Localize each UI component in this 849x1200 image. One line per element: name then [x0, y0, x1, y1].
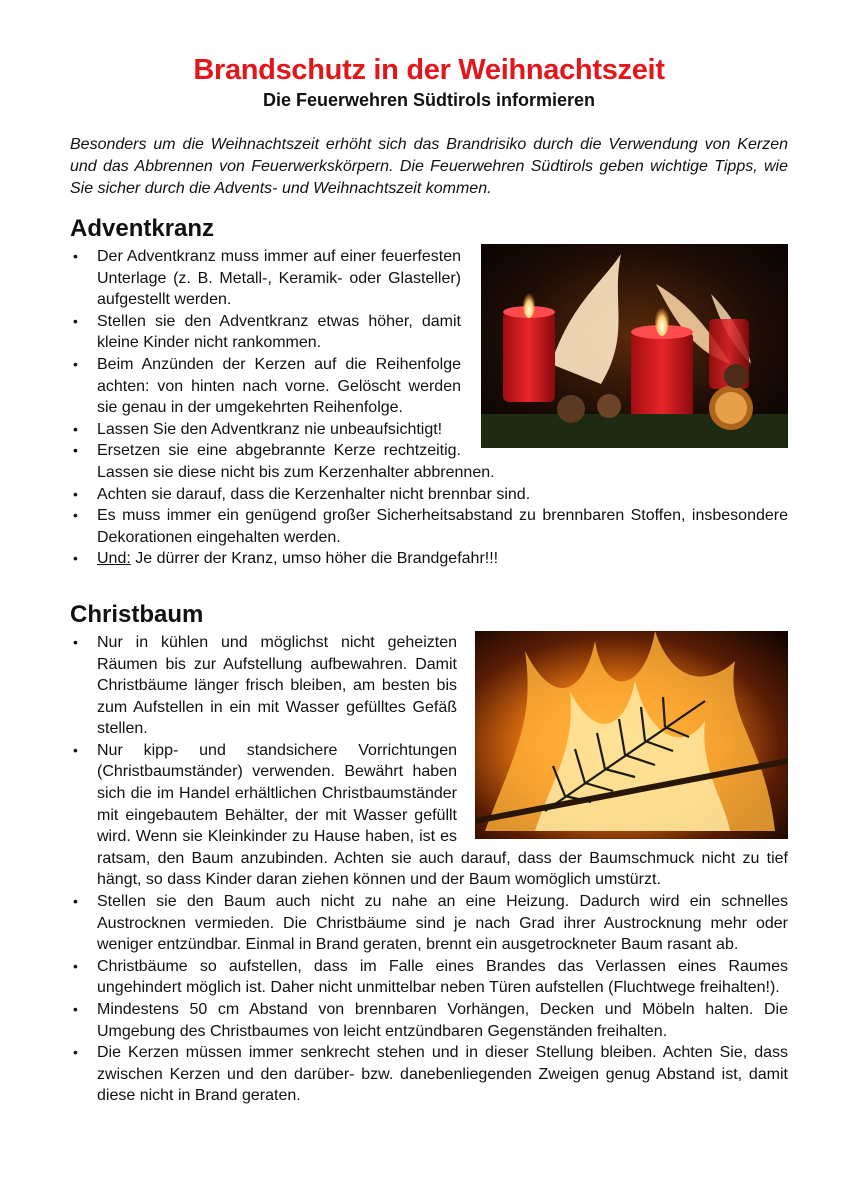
list-adventkranz	[70, 246, 788, 570]
emphasis-prefix: Und:	[97, 550, 131, 568]
list-item: • Stellen sie den Adventkranz etwas höher, damit kleine Kinder nicht rankommen.	[70, 311, 788, 354]
list-item	[70, 548, 788, 570]
document-page	[70, 52, 788, 1107]
list-item: • Beim Anzünden der Kerzen auf die Reihenfolge achten: von hinten nach vorne. Gelöscht werden sie genau in der umgekehrten Reihenfolge.	[70, 354, 788, 419]
list-item: • Ersetzen sie eine abgebrannte Kerze rechtzeitig. Lassen sie diese nicht bis zum Kerzenhalter abbrennen.	[70, 440, 788, 483]
intro-paragraph: Besonders um die Weihnachtszeit erhöht sich das Brandrisiko durch die Verwendung von Kerzen und das Abbrennen von Feuerwerkskörpern. Die Feuerwehren Südtirols geben wichtige Tipps, wie Sie sicher durch die Advents- und Weihnachtszeit kommen.	[70, 136, 788, 197]
list-item: • Lassen Sie den Adventkranz nie unbeaufsichtigt!	[70, 419, 788, 441]
page-subtitle: Die Feuerwehren Südtirols informieren	[262, 90, 596, 110]
list-item: • Achten sie darauf, dass die Kerzenhalter nicht brennbar sind.	[70, 484, 788, 506]
list-item: • Mindestens 50 cm Abstand von brennbaren Vorhängen, Decken und Möbeln halten. Die Umgebung des Christbaumes von leicht entzündbaren Gegenständen freihalten.	[70, 999, 788, 1042]
page-title: Brandschutz in der Weihnachtszeit	[193, 54, 665, 86]
section-adventkranz	[70, 214, 788, 570]
list-item: • Nur kipp- und standsichere Vorrichtungen (Christbaumständer) verwenden. Bewährt haben sich die im Handel erhältlichen Christbaumständer mit eingebautem Behälter, der mit Wasser gefüllt wird. Wenn sie Kleinkinder zu Hause haben, ist es ratsam, den Baum anzubinden. Achten sie auch darauf, dass der Baumschmuck nicht zu tief hängt, so dass Kinder daran ziehen können und der Baum womöglich umstürzt.	[70, 740, 788, 891]
list-item: • Der Adventkranz muss immer auf einer feuerfesten Unterlage (z. B. Metall-, Keramik- oder Glasteller) aufgestellt werden.	[70, 246, 788, 311]
heading-adventkranz: Adventkranz	[70, 215, 215, 242]
list-christbaum	[70, 632, 788, 1107]
list-item: • Es muss immer ein genügend großer Sicherheitsabstand zu brennbaren Stoffen, insbesondere Dekorationen eingehalten werden.	[70, 505, 788, 548]
list-item: • Christbäume so aufstellen, dass im Falle eines Brandes das Verlassen eines Raumes ungehindert möglich ist. Daher nicht unmittelbar neben Türen aufstellen (Fluchtwege freihalten!).	[70, 956, 788, 999]
list-item-text: Je dürrer der Kranz, umso höher die Brandgefahr!!!	[130, 550, 499, 568]
heading-christbaum: Christbaum	[70, 600, 204, 628]
list-item: • Nur in kühlen und möglichst nicht geheizten Räumen bis zur Aufstellung aufbewahren. Damit Christbäume länger frisch bleiben, am besten bis zum Aufstellen in ein mit Wasser gefülltes Gefäß stellen.	[70, 632, 788, 740]
list-item: • Die Kerzen müssen immer senkrecht stehen und in dieser Stellung bleiben. Achten Sie, dass zwischen Kerzen und den darüber- bzw. danebenliegenden Zweigen genug Abstand ist, damit diese nicht in Brand geraten.	[70, 1042, 788, 1107]
list-item: • Stellen sie den Baum auch nicht zu nahe an eine Heizung. Dadurch wird ein schnelles Austrocknen vermieden. Die Christbäume sind je nach Grad ihrer Austrocknung mehr oder weniger entzündbar. Einmal in Brand geraten, brennt ein ausgetrockneter Baum rasant ab.	[70, 891, 788, 956]
section-christbaum	[70, 600, 788, 1107]
